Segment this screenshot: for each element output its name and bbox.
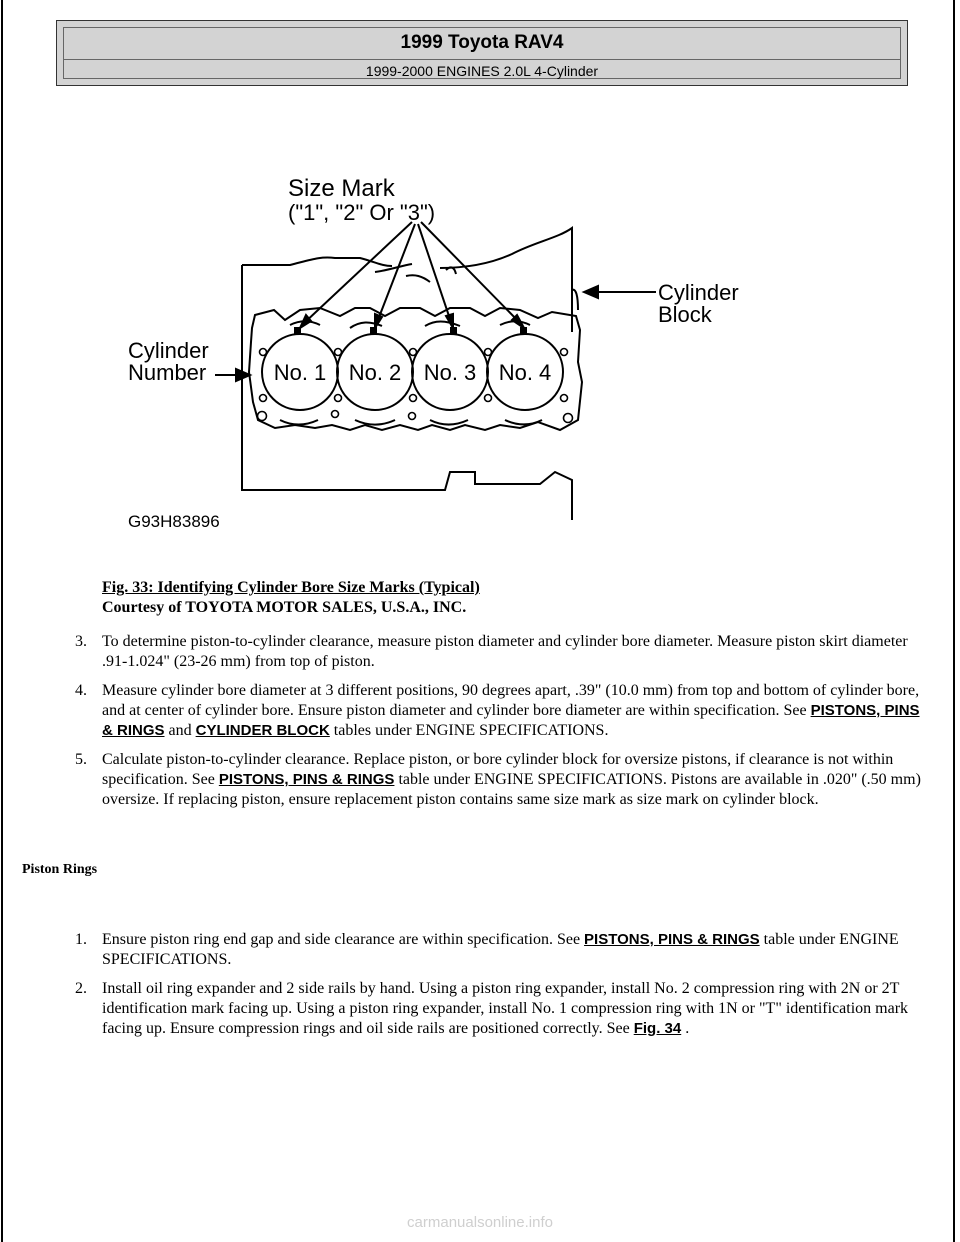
page-left-border [1, 0, 3, 1242]
figure-caption [102, 578, 480, 618]
pistons-pins-rings-link[interactable]: PISTONS, PINS & RINGS [218, 771, 395, 788]
step-text: Install oil ring expander and 2 side rails by hand. Using a piston ring expander, install No. 2 compression ring with 2N or 2T identification mark facing up. Using a piston ring expander, install No. 1 compression ring with 1N or "T" identification mark facing up. Ensure compression rings and oil side rails are positioned correctly. See [102, 980, 909, 1037]
step-text: To determine piston-to-cylinder clearance, measure piston diameter and cylinder bore diameter. Measure piston skirt diameter .91-1.024" (23-26 mm) from top of piston. [102, 633, 908, 670]
step-text: tables under ENGINE SPECIFICATIONS. [329, 722, 609, 739]
cylinder-no-4: No. 4 [498, 360, 552, 385]
step-text: Ensure piston ring end gap and side clearance are within specification. See [102, 931, 585, 948]
number-label-line1: Cylinder [128, 338, 209, 363]
pistons-pins-rings-link[interactable]: PISTONS, PINS & RINGS [102, 702, 920, 739]
cylinder-bore-figure [120, 170, 780, 540]
step-number: 3. [75, 633, 87, 650]
list-item [75, 750, 925, 810]
figure-title-link[interactable]: Fig. 33: Identifying Cylinder Bore Size Marks (Typical) [102, 579, 480, 596]
cylinder-no-2: No. 2 [348, 360, 402, 385]
block-label-line1: Cylinder [658, 280, 739, 305]
block-label-line2: Block [658, 302, 712, 327]
step-text: Calculate piston-to-cylinder clearance. Replace piston, or bore cylinder block for oversize pistons, if clearance is not within specification. See [102, 751, 894, 788]
section-heading-piston-rings: Piston Rings [22, 862, 98, 877]
size-mark-label: Size Mark [288, 175, 395, 202]
step-number: 1. [75, 931, 87, 948]
step-text: Measure cylinder bore diameter at 3 different positions, 90 degrees apart, .39" (10.0 mm) from top and bottom of cylinder bore, and at center of cylinder bore. Ensure piston diameter and cylinder bore diameter are within specification. See [102, 682, 920, 719]
cylinder-no-3: No. 3 [423, 360, 477, 385]
step-number: 5. [75, 751, 87, 768]
size-mark-values: ("1", "2" Or "3") [288, 200, 436, 225]
step-text: . [681, 1020, 690, 1037]
list-item [75, 930, 925, 970]
vehicle-title: 1999 Toyota RAV4 [400, 32, 564, 53]
cylinder-block-link[interactable]: CYLINDER BLOCK [195, 722, 330, 739]
fig-34-link[interactable]: Fig. 34 [633, 1020, 682, 1037]
cylinder-no-1: No. 1 [273, 360, 327, 385]
list-item [75, 979, 925, 1039]
list-item [75, 632, 925, 672]
number-label-line2: Number [128, 360, 207, 385]
list-item [75, 681, 925, 741]
image-code: G93H83896 [128, 512, 220, 531]
pistons-pins-rings-link[interactable]: PISTONS, PINS & RINGS [584, 931, 760, 948]
step-text: and [164, 722, 196, 739]
section-subtitle: 1999-2000 ENGINES 2.0L 4-Cylinder [365, 63, 599, 79]
figure-credit: Courtesy of TOYOTA MOTOR SALES, U.S.A., INC. [102, 599, 467, 616]
watermark: carmanualsonline.info [407, 1214, 553, 1231]
step-number: 4. [75, 682, 87, 699]
page-header [56, 20, 908, 86]
page-right-border [953, 0, 955, 1242]
piston-ring-steps [75, 930, 925, 1048]
step-text: table under ENGINE SPECIFICATIONS. [102, 931, 899, 968]
step-number: 2. [75, 980, 87, 997]
procedure-steps [75, 632, 925, 819]
step-text: table under ENGINE SPECIFICATIONS. Pistons are available in .020" (.50 mm) oversize. If replacing piston, ensure replacement piston contains same size mark as size mark on cylinder block. [102, 771, 921, 808]
